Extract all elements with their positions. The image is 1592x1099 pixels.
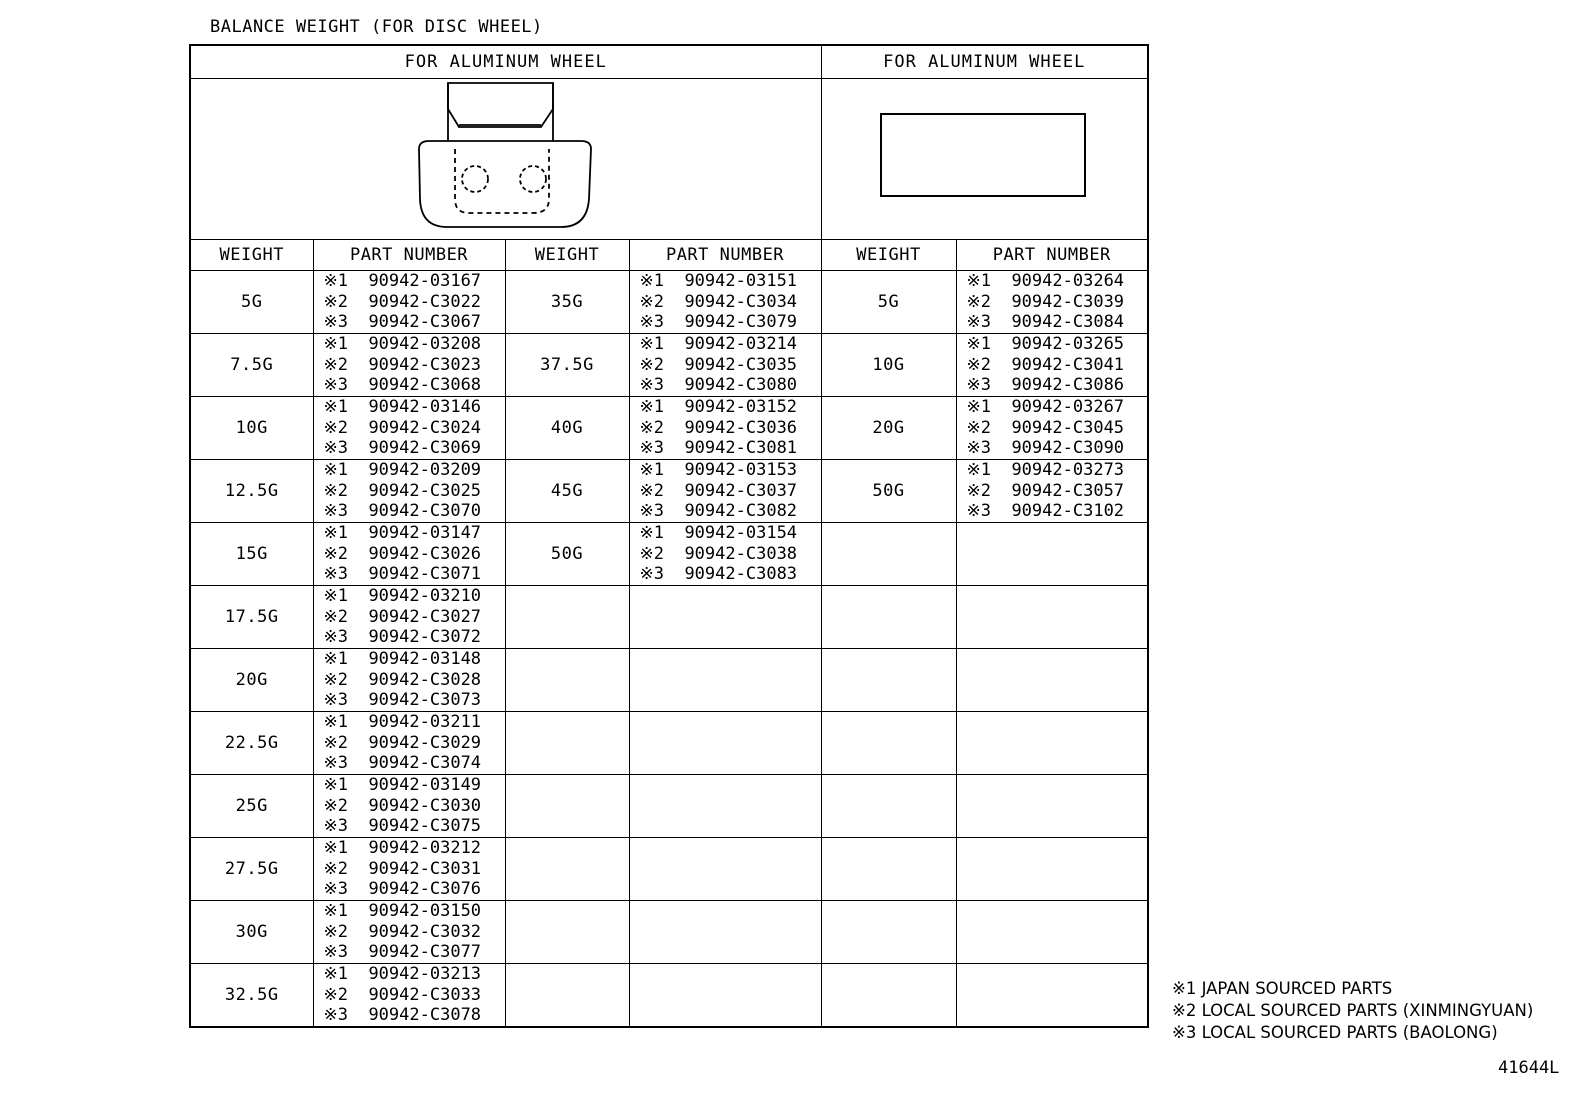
part-number: ※2 90942-C3039 <box>966 291 1125 312</box>
weight-cell: 15G <box>190 523 313 586</box>
part-number: ※1 90942-03210 <box>323 586 482 607</box>
part-number-cell <box>313 901 505 964</box>
part-number-cell <box>313 775 505 838</box>
weight-cell <box>505 712 629 775</box>
part-number: ※3 90942-C3067 <box>323 312 482 333</box>
weight-cell <box>821 523 956 586</box>
part-number-cell <box>629 460 821 523</box>
table-row <box>190 775 1148 838</box>
part-number: ※3 90942-C3068 <box>323 375 482 396</box>
weight-cell: 27.5G <box>190 838 313 901</box>
weight-cell <box>821 901 956 964</box>
part-number: ※1 90942-03213 <box>323 964 482 985</box>
weight-cell: 37.5G <box>505 334 629 397</box>
part-number: ※2 90942-C3038 <box>639 543 798 564</box>
part-number: ※2 90942-C3022 <box>323 291 482 312</box>
table-row <box>190 523 1148 586</box>
table-row <box>190 901 1148 964</box>
weight-cell: 12.5G <box>190 460 313 523</box>
table-row <box>190 334 1148 397</box>
weight-cell: 22.5G <box>190 712 313 775</box>
weight-cell <box>505 586 629 649</box>
part-number-cell <box>956 460 1148 523</box>
part-number: ※3 90942-C3079 <box>639 312 798 333</box>
part-number: ※2 90942-C3024 <box>323 417 482 438</box>
part-number-cell <box>629 586 821 649</box>
part-number-cell <box>956 271 1148 334</box>
weight-cell <box>505 649 629 712</box>
table-row <box>190 586 1148 649</box>
part-number: ※2 90942-C3029 <box>323 732 482 753</box>
part-number: ※1 90942-03147 <box>323 523 482 544</box>
part-number-cell <box>313 964 505 1028</box>
part-number-cell <box>313 271 505 334</box>
part-number: ※3 90942-C3069 <box>323 438 482 459</box>
part-number-header: PART NUMBER <box>313 240 505 271</box>
part-number: ※1 90942-03149 <box>323 775 482 796</box>
table-row <box>190 397 1148 460</box>
part-number: ※1 90942-03146 <box>323 397 482 418</box>
legend-item: ※1 JAPAN SOURCED PARTS <box>1172 979 1393 998</box>
part-number-cell <box>629 397 821 460</box>
weight-cell <box>821 838 956 901</box>
part-number: ※2 90942-C3025 <box>323 480 482 501</box>
part-number-cell <box>629 271 821 334</box>
part-number-header: PART NUMBER <box>956 240 1148 271</box>
weight-cell: 25G <box>190 775 313 838</box>
part-number-cell <box>313 838 505 901</box>
part-number: ※2 90942-C3027 <box>323 606 482 627</box>
part-number-cell <box>313 397 505 460</box>
weight-cell: 40G <box>505 397 629 460</box>
part-number: ※3 90942-C3086 <box>966 375 1125 396</box>
weight-cell: 50G <box>505 523 629 586</box>
part-number: ※2 90942-C3028 <box>323 669 482 690</box>
part-number-cell <box>313 334 505 397</box>
part-number: ※1 90942-03267 <box>966 397 1125 418</box>
part-number: ※2 90942-C3031 <box>323 858 482 879</box>
part-number-cell <box>313 586 505 649</box>
legend-item: ※3 LOCAL SOURCED PARTS (BAOLONG) <box>1172 1023 1498 1042</box>
weight-header: WEIGHT <box>821 240 956 271</box>
weight-cell: 20G <box>190 649 313 712</box>
part-number-cell <box>313 460 505 523</box>
part-number-cell <box>956 775 1148 838</box>
part-number-cell <box>629 712 821 775</box>
part-number: ※3 90942-C3081 <box>639 438 798 459</box>
table-body <box>190 271 1148 1028</box>
weight-cell: 35G <box>505 271 629 334</box>
part-number-cell <box>629 964 821 1028</box>
part-number-header: PART NUMBER <box>629 240 821 271</box>
part-number: ※3 90942-C3080 <box>639 375 798 396</box>
table-row <box>190 649 1148 712</box>
page-title: BALANCE WEIGHT (FOR DISC WHEEL) <box>210 17 543 37</box>
part-number: ※1 90942-03273 <box>966 460 1125 481</box>
part-number-cell <box>629 523 821 586</box>
part-number: ※3 90942-C3082 <box>639 501 798 522</box>
table-row <box>190 964 1148 1028</box>
part-number: ※3 90942-C3078 <box>323 1005 482 1026</box>
weight-cell <box>505 775 629 838</box>
weight-cell <box>821 649 956 712</box>
part-number: ※3 90942-C3083 <box>639 564 798 585</box>
table-row <box>190 712 1148 775</box>
part-number: ※1 90942-03151 <box>639 271 798 292</box>
part-number: ※1 90942-03154 <box>639 523 798 544</box>
part-number-cell <box>629 334 821 397</box>
weight-cell: 17.5G <box>190 586 313 649</box>
part-number: ※2 90942-C3037 <box>639 480 798 501</box>
part-number-cell <box>629 901 821 964</box>
table-row <box>190 838 1148 901</box>
part-number-cell <box>629 775 821 838</box>
part-number: ※1 90942-03167 <box>323 271 482 292</box>
part-number: ※1 90942-03212 <box>323 838 482 859</box>
part-number: ※2 90942-C3034 <box>639 291 798 312</box>
part-number: ※3 90942-C3070 <box>323 501 482 522</box>
part-number-cell <box>956 901 1148 964</box>
part-number-cell <box>313 712 505 775</box>
clip-weight-illustration-cell <box>190 79 821 240</box>
part-number-cell <box>956 523 1148 586</box>
part-number-cell <box>956 838 1148 901</box>
section-header-right: FOR ALUMINUM WHEEL <box>821 45 1148 79</box>
part-number-cell <box>956 334 1148 397</box>
part-number: ※2 90942-C3023 <box>323 354 482 375</box>
weight-cell: 45G <box>505 460 629 523</box>
part-number: ※1 90942-03209 <box>323 460 482 481</box>
part-number: ※1 90942-03208 <box>323 334 482 355</box>
weight-cell <box>505 901 629 964</box>
weight-header: WEIGHT <box>505 240 629 271</box>
weight-cell: 5G <box>821 271 956 334</box>
weight-cell: 10G <box>190 397 313 460</box>
weight-cell: 32.5G <box>190 964 313 1028</box>
part-number-cell <box>956 586 1148 649</box>
page-id: 41644L <box>1498 1058 1560 1078</box>
weight-cell: 10G <box>821 334 956 397</box>
weight-cell <box>505 964 629 1028</box>
part-number: ※3 90942-C3072 <box>323 627 482 648</box>
weight-cell: 30G <box>190 901 313 964</box>
part-number: ※2 90942-C3036 <box>639 417 798 438</box>
part-number: ※2 90942-C3035 <box>639 354 798 375</box>
part-number: ※2 90942-C3041 <box>966 354 1125 375</box>
part-number: ※1 90942-03150 <box>323 901 482 922</box>
section-header-left: FOR ALUMINUM WHEEL <box>190 45 821 79</box>
adhesive-weight-illustration-cell <box>821 79 1148 240</box>
clip-on-weight-drawing <box>411 79 601 234</box>
part-number: ※1 90942-03264 <box>966 271 1125 292</box>
weight-cell: 50G <box>821 460 956 523</box>
weight-cell <box>821 775 956 838</box>
table-row <box>190 460 1148 523</box>
part-number-cell <box>956 964 1148 1028</box>
part-number: ※1 90942-03153 <box>639 460 798 481</box>
part-number: ※2 90942-C3032 <box>323 921 482 942</box>
part-number: ※3 90942-C3076 <box>323 879 482 900</box>
part-number: ※3 90942-C3075 <box>323 816 482 837</box>
weight-cell <box>821 586 956 649</box>
part-number-cell <box>313 649 505 712</box>
legend-item: ※2 LOCAL SOURCED PARTS (XINMINGYUAN) <box>1172 1001 1534 1020</box>
part-number: ※3 90942-C3084 <box>966 312 1125 333</box>
part-number: ※1 90942-03265 <box>966 334 1125 355</box>
weight-cell <box>821 964 956 1028</box>
part-number: ※2 90942-C3030 <box>323 795 482 816</box>
part-number: ※2 90942-C3026 <box>323 543 482 564</box>
part-number: ※3 90942-C3102 <box>966 501 1125 522</box>
part-number: ※3 90942-C3090 <box>966 438 1125 459</box>
weight-header: WEIGHT <box>190 240 313 271</box>
weight-cell <box>505 838 629 901</box>
part-number: ※3 90942-C3071 <box>323 564 482 585</box>
weight-cell <box>821 712 956 775</box>
weight-cell: 5G <box>190 271 313 334</box>
part-number: ※1 90942-03214 <box>639 334 798 355</box>
part-number-cell <box>956 649 1148 712</box>
part-number: ※2 90942-C3033 <box>323 984 482 1005</box>
part-number: ※3 90942-C3073 <box>323 690 482 711</box>
part-number-cell <box>956 712 1148 775</box>
part-number: ※1 90942-03152 <box>639 397 798 418</box>
table-row <box>190 271 1148 334</box>
part-number-cell <box>956 397 1148 460</box>
weight-cell: 7.5G <box>190 334 313 397</box>
part-number-cell <box>629 838 821 901</box>
part-number: ※1 90942-03148 <box>323 649 482 670</box>
adhesive-weight-drawing <box>879 112 1089 202</box>
part-number: ※2 90942-C3057 <box>966 480 1125 501</box>
balance-weight-table <box>189 44 1149 1028</box>
weight-cell: 20G <box>821 397 956 460</box>
part-number: ※3 90942-C3077 <box>323 942 482 963</box>
part-number-cell <box>313 523 505 586</box>
part-number-cell <box>629 649 821 712</box>
part-number: ※3 90942-C3074 <box>323 753 482 774</box>
part-number: ※2 90942-C3045 <box>966 417 1125 438</box>
part-number: ※1 90942-03211 <box>323 712 482 733</box>
legend <box>1172 978 1533 1044</box>
